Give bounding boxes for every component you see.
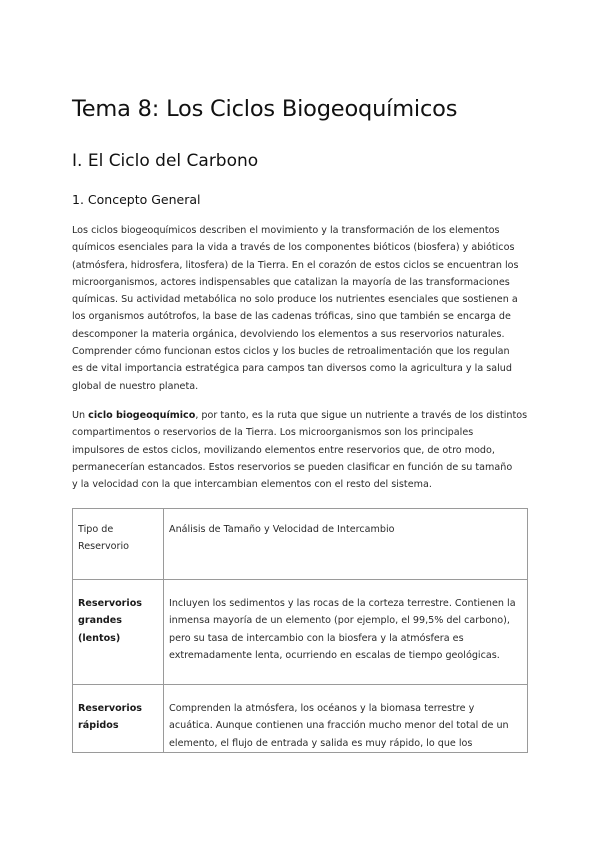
row-name-text: grandes	[78, 615, 122, 627]
header-text: Reservorio	[78, 541, 130, 553]
row-name-text: Reservorios	[78, 703, 143, 714]
term-bold: ciclo biogeoquímico	[88, 410, 196, 421]
row-desc-text: extremadamente lenta, ocurriendo en escalas de tiempo geológicas.	[169, 649, 500, 661]
row-desc-text: elemento, el flujo de entrada y salida es muy rápido, lo que los	[169, 737, 473, 749]
page-title: Tema 8: Los Ciclos Biogeoquímicos	[72, 96, 458, 122]
paragraph-line: Los ciclos biogeoquímicos describen el movimiento y la transformación de los elementos	[72, 225, 500, 236]
row-name-text: (lentos)	[78, 632, 121, 644]
table-cell-description	[164, 580, 528, 685]
header-text: Análisis de Tamaño y Velocidad de Intercambio	[169, 524, 395, 535]
paragraph-line: impulsores de estos ciclos, movilizando elementos entre reservorios que, de otro modo,	[72, 444, 495, 456]
text-prefix: Un	[72, 410, 89, 421]
table-cell-description	[164, 685, 528, 753]
table-cell-name	[73, 580, 164, 685]
paragraph-line: y la velocidad con la que intercambian elementos con el resto del sistema.	[72, 479, 432, 491]
row-desc-text: Comprenden la atmósfera, los océanos y la biomasa terrestre y	[169, 703, 475, 714]
paragraph-line: los organismos autótrofos, la base de las cadenas tróficas, sino que también se encarga de	[72, 311, 511, 323]
reservoir-table-container	[72, 508, 530, 761]
paragraph-line: microorganismos, actores indispensables que catalizan la mayoría de las transformaciones	[72, 276, 510, 288]
paragraph-intro	[72, 222, 528, 395]
row-name-text: rápidos	[78, 720, 119, 732]
reservoir-table	[72, 508, 528, 753]
subsection-heading: 1. Concepto General	[72, 192, 201, 207]
row-desc-text: inmensa mayoría de un elemento (por ejemplo, el 99,5% del carbono),	[169, 615, 510, 627]
paragraph-line: global de nuestro planeta.	[72, 380, 199, 392]
section-heading: I. El Ciclo del Carbono	[72, 151, 259, 171]
table-row	[73, 580, 528, 685]
row-desc-text: pero su tasa de intercambio con la biosfera y la atmósfera es	[169, 632, 464, 644]
paragraph-line: es de vital importancia estratégica para campos tan diversos como la agricultura y la salud	[72, 363, 512, 375]
paragraph-line: químicos esenciales para la vida a través de los componentes bióticos (biosfera) y abióticos	[72, 242, 515, 254]
table-cell-name	[73, 685, 164, 753]
table-header-cell	[164, 509, 528, 580]
paragraph-line	[72, 407, 528, 424]
text-rest: , por tanto, es la ruta que sigue un nutriente a través de los distintos	[195, 410, 528, 421]
row-desc-text: acuática. Aunque contienen una fracción mucho menor del total de un	[169, 720, 509, 732]
table-row	[73, 685, 528, 753]
table-header-cell	[73, 509, 164, 580]
table-header-row	[73, 509, 528, 580]
row-desc-text: Incluyen los sedimentos y las rocas de la corteza terrestre. Contienen la	[169, 598, 516, 609]
paragraph-definition	[72, 407, 528, 493]
paragraph-line: Comprender cómo funcionan estos ciclos y los bucles de retroalimentación que los regulan	[72, 346, 510, 358]
paragraph-line: permanecerían estancados. Estos reservorios se pueden clasificar en función de su tamaño	[72, 461, 513, 473]
paragraph-line: descomponer la materia orgánica, devolviendo los elementos a sus reservorios naturales.	[72, 328, 505, 340]
paragraph-line: (atmósfera, hidrosfera, litosfera) de la Tierra. En el corazón de estos ciclos se encuentran los	[72, 259, 519, 271]
header-text: Tipo de	[78, 524, 114, 535]
paragraph-line: químicas. Su actividad metabólica no solo produce los nutrientes esenciales que sostienen a	[72, 294, 518, 306]
paragraph-line: compartimentos o reservorios de la Tierra. Los microorganismos son los principales	[72, 427, 474, 439]
row-name-text: Reservorios	[78, 598, 143, 609]
